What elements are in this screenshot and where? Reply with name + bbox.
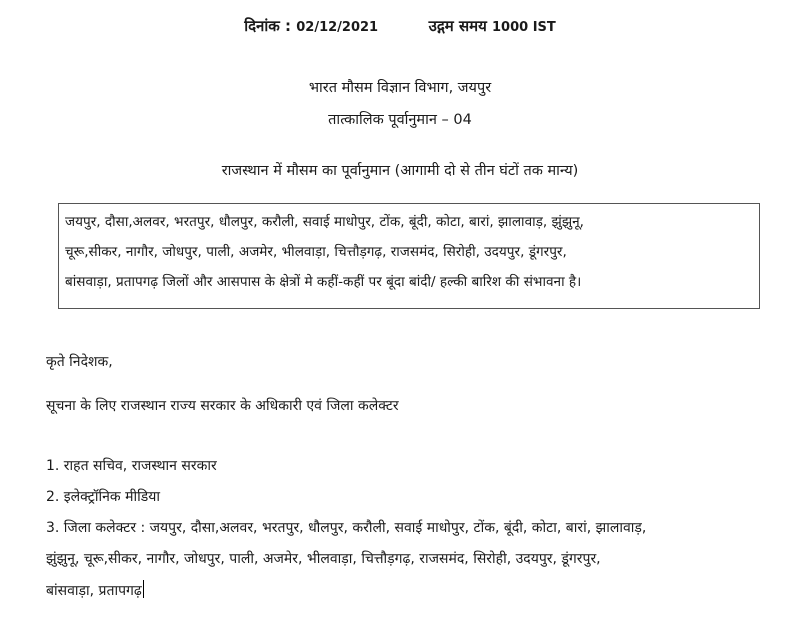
issue-header bbox=[0, 16, 800, 38]
recipient-item: 3. जिला कलेक्टर : जयपुर, दौसा,अलवर, भरतपुर, धौलपुर, करौली, सवाई माधोपुर, टोंक, बूंदी, कोटा, बारां, झालावाड़, bbox=[46, 520, 647, 536]
forecast-line: बांसवाड़ा, प्रतापगढ़ जिलों और आसपास के क्षेत्रों मे कहीं-कहीं पर बूंदा बांदी/ हल्की बारिश की संभावना है। bbox=[65, 274, 582, 290]
recipient-item: 1. राहत सचिव, राजस्थान सरकार bbox=[46, 458, 217, 474]
issue-time-value: 1000 IST bbox=[492, 20, 556, 35]
info-line: सूचना के लिए राजस्थान राज्य सरकार के अधिकारी एवं जिला कलेक्टर bbox=[46, 398, 399, 414]
nowcast-number: तात्कालिक पूर्वानुमान – 04 bbox=[328, 112, 472, 128]
issue-time-label: उद्गम समय bbox=[428, 17, 487, 35]
recipient-continuation-text: बांसवाड़ा, प्रतापगढ़ bbox=[46, 583, 142, 599]
text-cursor bbox=[143, 580, 145, 598]
forecast-line: चूरू,सीकर, नागौर, जोधपुर, पाली, अजमेर, भीलवाड़ा, चित्तौड़गढ़, राजसमंद, सिरोही, उदयपुर, डूंगरपुर, bbox=[65, 244, 567, 260]
forecast-box bbox=[58, 203, 760, 309]
forecast-title: राजस्थान में मौसम का पूर्वानुमान (आगामी दो से तीन घंटों तक मान्य) bbox=[221, 163, 579, 179]
forecast-line: जयपुर, दौसा,अलवर, भरतपुर, धौलपुर, करौली, सवाई माधोपुर, टोंक, बूंदी, कोटा, बारां, झालावाड़, झुंझुनू, bbox=[65, 214, 584, 230]
recipient-item: 2. इलेक्ट्रॉनिक मीडिया bbox=[46, 489, 160, 505]
recipient-continuation: झुंझुनू, चूरू,सीकर, नागौर, जोधपुर, पाली, अजमेर, भीलवाड़ा, चित्तौड़गढ़, राजसमंद, सिरोही, उदयपुर, डूंगरपुर, bbox=[46, 551, 601, 567]
signoff: कृते निदेशक, bbox=[46, 354, 113, 370]
office-name: भारत मौसम विज्ञान विभाग, जयपुर bbox=[308, 80, 492, 96]
date-value: 02/12/2021 bbox=[296, 20, 379, 35]
recipient-continuation-last bbox=[46, 580, 144, 601]
date-label: दिनांक : bbox=[244, 17, 291, 35]
